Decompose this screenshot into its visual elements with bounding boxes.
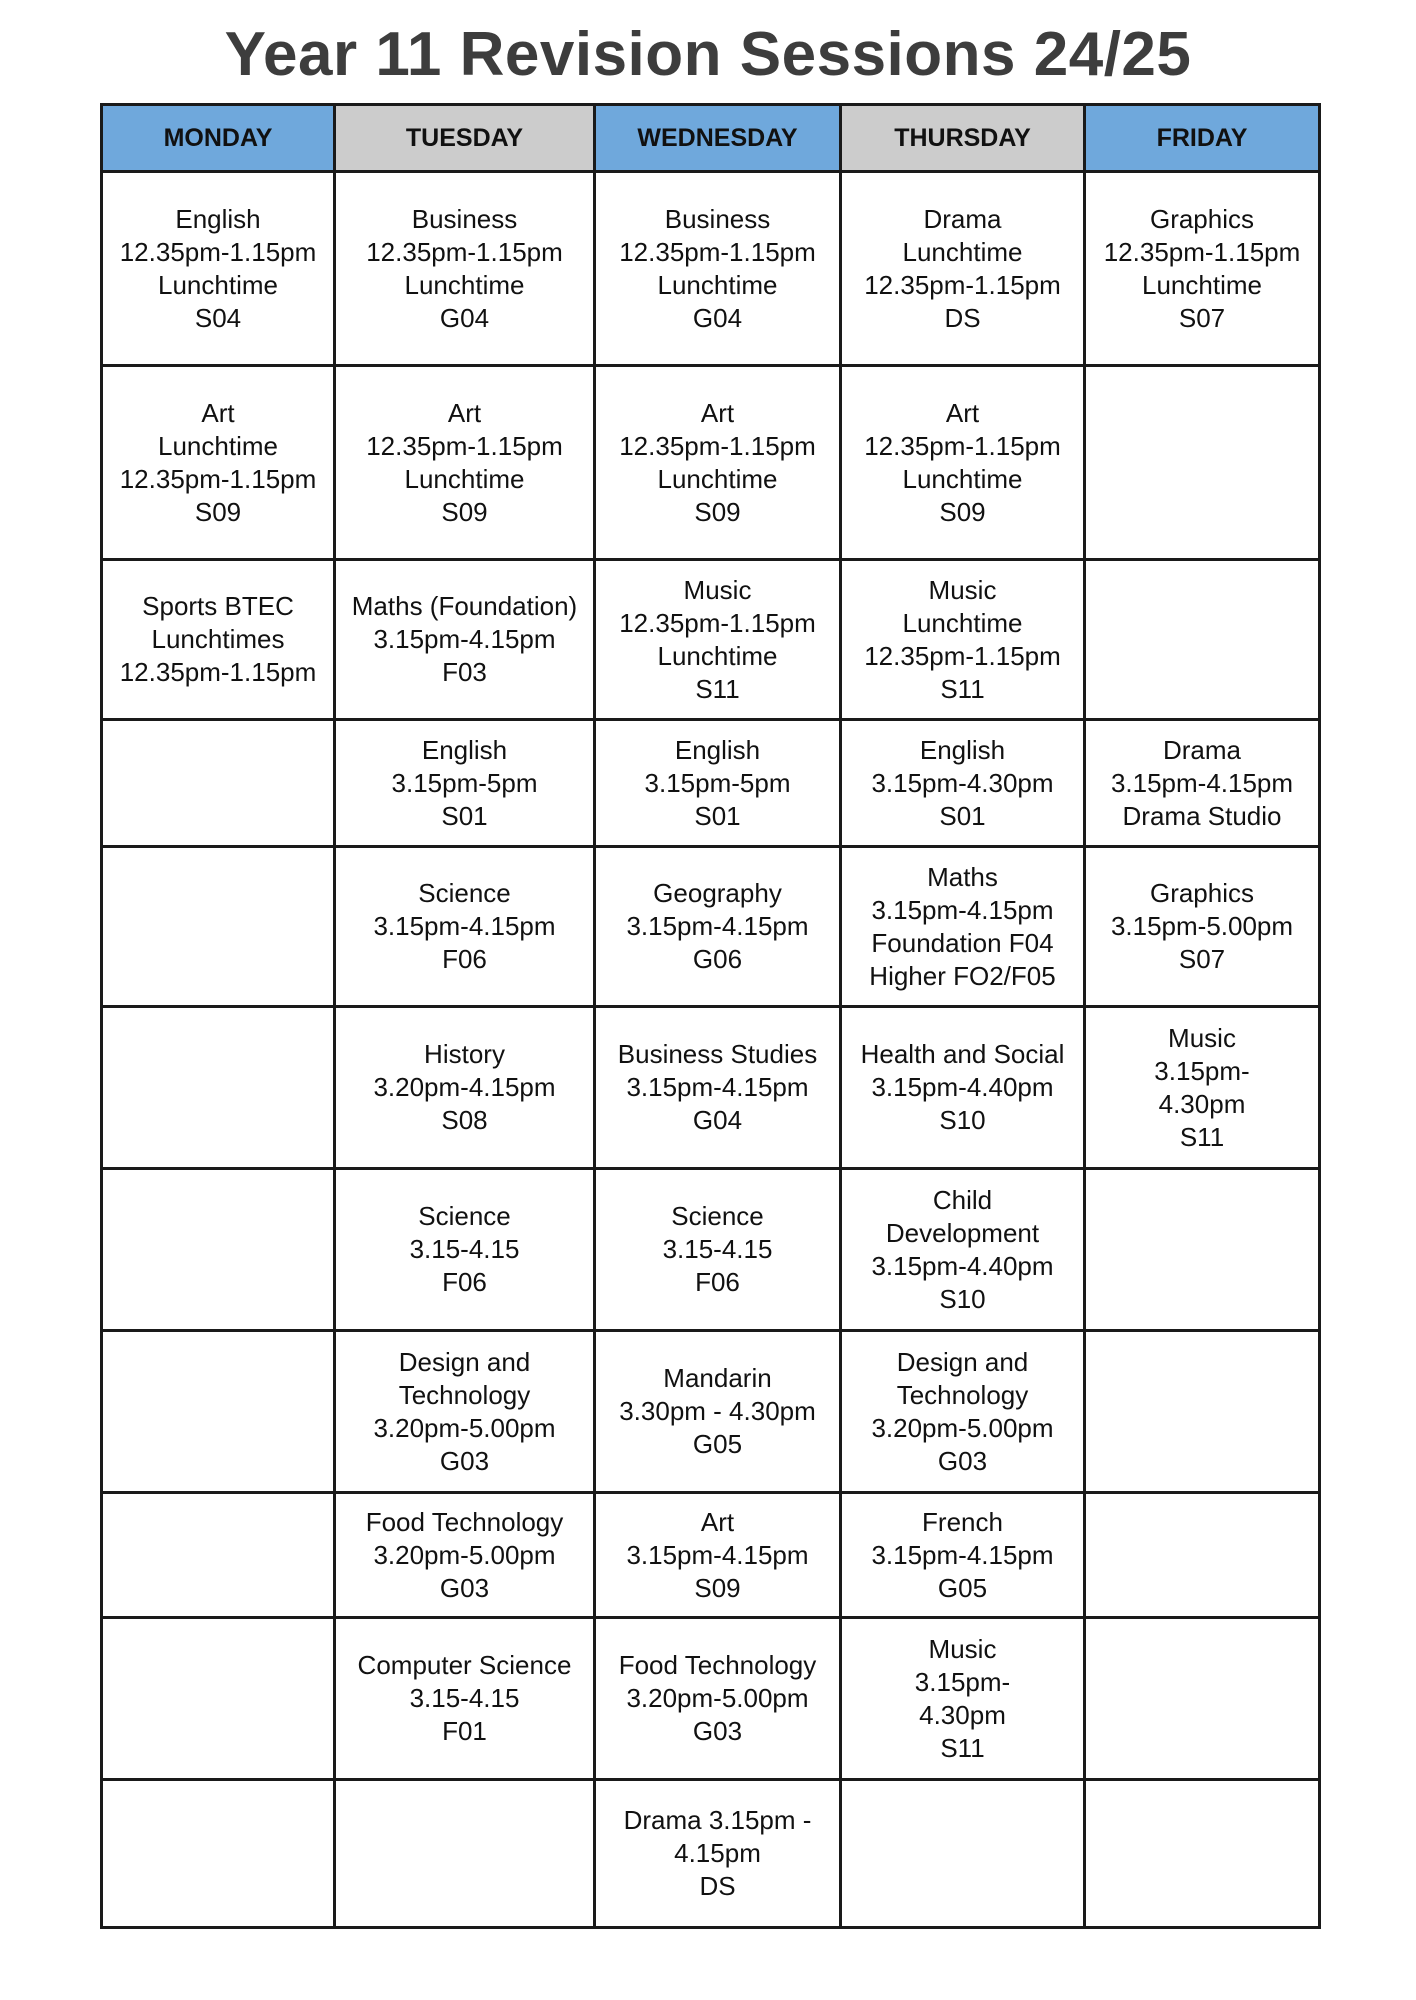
session-cell-friday — [1085, 1618, 1320, 1780]
session-text-line: Lunchtime — [657, 269, 778, 300]
session-text-line: Lunchtime — [902, 463, 1023, 494]
session-text-line: Drama — [923, 203, 1002, 234]
session-text-line: 3.15pm-5.00pm — [1110, 911, 1294, 941]
session-text-line: 3.15pm-4.15pm — [373, 624, 556, 654]
table-row — [102, 1007, 1320, 1169]
session-text-line: Maths — [927, 861, 998, 892]
session-text-line: Business Studies — [617, 1039, 818, 1069]
session-text-line: 3.15pm-4.15pm — [871, 1539, 1054, 1570]
session-cell-monday — [102, 1618, 335, 1780]
session-text-line: Food Technology — [618, 1650, 817, 1680]
session-cell-friday — [1085, 560, 1320, 720]
session-text-line: S08 — [441, 1105, 488, 1135]
session-cell-wednesday — [595, 720, 841, 847]
session-cell-friday — [1085, 172, 1320, 366]
session-text-line: Development — [885, 1217, 1040, 1248]
session-text-line: 3.15pm-4.15pm — [373, 911, 556, 941]
session-cell-friday — [1085, 720, 1320, 847]
session-text-line: Food Technology — [365, 1506, 564, 1537]
session-text-line: Art — [945, 397, 980, 428]
session-cell-monday — [102, 1169, 335, 1331]
session-text-line: Computer Science — [357, 1650, 572, 1680]
table-row — [102, 1780, 1320, 1928]
table-row — [102, 172, 1320, 366]
session-cell-friday — [1085, 1007, 1320, 1169]
session-text-line: S01 — [939, 800, 986, 831]
session-text-line: G04 — [439, 302, 490, 333]
session-text-line: 12.35pm-1.15pm — [619, 430, 816, 461]
session-cell-monday — [102, 1331, 335, 1493]
session-text-line: S11 — [940, 1732, 985, 1763]
session-text-line: 3.20pm-4.15pm — [373, 1072, 556, 1102]
session-text-line: Technology — [896, 1379, 1029, 1410]
session-text-line: Art — [700, 397, 735, 428]
session-text-line: S11 — [940, 673, 985, 704]
session-cell-tuesday — [335, 1780, 595, 1928]
session-text-line: 12.35pm-1.15pm — [119, 463, 317, 494]
session-text-line: Child — [932, 1184, 993, 1215]
timetable-body — [102, 172, 1320, 1928]
session-text-line: 3.15pm-4.15pm — [626, 1539, 809, 1570]
session-text-line: 4.15pm — [674, 1838, 761, 1868]
session-text-line: Science — [418, 878, 511, 908]
session-text-line: G05 — [937, 1572, 988, 1603]
session-text-line: S10 — [939, 1105, 986, 1135]
session-text-line: Lunchtime — [902, 236, 1023, 267]
session-cell-wednesday — [595, 1618, 841, 1780]
session-cell-tuesday — [335, 366, 595, 560]
session-cell-friday — [1085, 1780, 1320, 1928]
session-text-line: G06 — [692, 944, 743, 974]
session-text-line: 4.30pm — [1158, 1088, 1246, 1119]
session-cell-wednesday — [595, 1169, 841, 1331]
session-text-line: S09 — [694, 496, 741, 527]
session-text-line: Technology — [398, 1379, 531, 1410]
session-cell-tuesday — [335, 847, 595, 1007]
session-text-line: G03 — [439, 1572, 490, 1603]
table-row — [102, 720, 1320, 847]
session-text-line: Graphics — [1149, 878, 1255, 908]
session-text-line: Lunchtime — [902, 607, 1023, 638]
session-text-line: 3.15pm-4.15pm — [1110, 767, 1294, 798]
session-text-line: F03 — [442, 657, 487, 687]
session-text-line: 3.15pm-4.40pm — [871, 1250, 1054, 1281]
session-cell-wednesday — [595, 1331, 841, 1493]
table-row — [102, 1493, 1320, 1618]
session-text-line: Science — [671, 1201, 764, 1231]
session-text-line: S10 — [939, 1283, 986, 1314]
table-row — [102, 1331, 1320, 1493]
session-text-line: Lunchtime — [657, 463, 778, 494]
session-text-line: 4.30pm — [919, 1699, 1006, 1730]
session-text-line: Music — [1168, 1022, 1236, 1053]
session-cell-tuesday — [335, 1169, 595, 1331]
session-cell-thursday — [841, 720, 1085, 847]
day-header-wednesday: WEDNESDAY — [595, 105, 841, 172]
session-text-line: 12.35pm-1.15pm — [619, 607, 816, 638]
session-text-line: G03 — [692, 1716, 743, 1746]
session-cell-friday — [1085, 366, 1320, 560]
session-text-line: 3.15pm- — [914, 1666, 1011, 1697]
session-text-line: S11 — [695, 673, 740, 704]
session-cell-thursday — [841, 560, 1085, 720]
session-text-line: G04 — [692, 302, 743, 333]
session-text-line: S11 — [1179, 1121, 1225, 1152]
session-text-line: 12.35pm-1.15pm — [366, 236, 563, 267]
table-row — [102, 1169, 1320, 1331]
session-text-line: F01 — [442, 1716, 487, 1746]
session-text-line: 3.15pm- — [1154, 1055, 1250, 1086]
session-cell-thursday — [841, 1780, 1085, 1928]
session-text-line: Drama Studio — [1122, 800, 1282, 831]
session-cell-monday — [102, 366, 335, 560]
session-text-line: English — [175, 203, 261, 234]
session-text-line: 12.35pm-1.15pm — [864, 640, 1061, 671]
session-cell-friday — [1085, 1169, 1320, 1331]
session-text-line: Art — [201, 397, 235, 428]
session-cell-tuesday — [335, 1493, 595, 1618]
session-text-line: 3.15pm-5pm — [644, 767, 791, 798]
session-cell-thursday — [841, 1618, 1085, 1780]
session-text-line: Graphics — [1149, 203, 1255, 234]
session-text-line: 3.15pm-4.30pm — [871, 767, 1054, 798]
session-text-line: S07 — [1178, 302, 1226, 333]
session-text-line: Foundation F04 — [871, 927, 1054, 958]
session-text-line: 3.20pm-5.00pm — [373, 1539, 556, 1570]
session-text-line: Design and — [896, 1346, 1029, 1377]
session-text-line: Lunchtime — [657, 640, 778, 671]
session-text-line: Music — [683, 574, 752, 605]
session-text-line: S04 — [194, 302, 242, 333]
session-text-line: 12.35pm-1.15pm — [366, 430, 563, 461]
session-cell-thursday — [841, 1169, 1085, 1331]
session-text-line: 3.15pm-4.15pm — [626, 1072, 809, 1102]
session-text-line: 3.15pm-4.40pm — [871, 1072, 1054, 1102]
revision-timetable — [100, 103, 1321, 1929]
session-cell-thursday — [841, 366, 1085, 560]
session-text-line: English — [674, 734, 761, 765]
session-text-line: S07 — [1178, 944, 1226, 974]
session-text-line: History — [424, 1039, 505, 1069]
page-title: Year 11 Revision Sessions 24/25 — [224, 20, 1192, 89]
session-text-line: 12.35pm-1.15pm — [1103, 236, 1301, 267]
session-text-line: Lunchtime — [404, 463, 525, 494]
session-text-line: 3.15-4.15 — [409, 1234, 520, 1264]
session-cell-tuesday — [335, 1618, 595, 1780]
session-text-line: Sports BTEC — [142, 591, 294, 621]
session-text-line: DS — [944, 302, 981, 333]
session-text-line: 3.20pm-5.00pm — [871, 1412, 1054, 1443]
session-text-line: 3.20pm-5.00pm — [626, 1683, 809, 1713]
session-text-line: DS — [699, 1871, 736, 1901]
session-cell-thursday — [841, 847, 1085, 1007]
session-text-line: G03 — [439, 1445, 490, 1476]
session-text-line: S01 — [441, 800, 488, 831]
session-text-line: Lunchtimes — [151, 624, 285, 654]
session-text-line: 12.35pm-1.15pm — [119, 657, 317, 687]
session-text-line: Lunchtime — [404, 269, 525, 300]
session-text-line: 3.30pm - 4.30pm — [619, 1396, 816, 1426]
session-text-line: G05 — [692, 1429, 743, 1459]
session-text-line: Lunchtime — [158, 269, 278, 300]
session-text-line: French — [922, 1506, 1003, 1537]
session-text-line: Drama — [1162, 734, 1241, 765]
session-cell-friday — [1085, 1493, 1320, 1618]
table-row — [102, 847, 1320, 1007]
session-text-line: 3.15pm-4.15pm — [626, 911, 809, 941]
session-cell-monday — [102, 172, 335, 366]
session-text-line: S09 — [194, 496, 242, 527]
session-text-line: Mandarin — [663, 1363, 772, 1393]
day-header-row — [102, 105, 1320, 172]
session-text-line: F06 — [442, 944, 487, 974]
day-header-thursday: THURSDAY — [841, 105, 1085, 172]
session-text-line: Business — [411, 203, 518, 234]
session-cell-wednesday — [595, 847, 841, 1007]
session-cell-friday — [1085, 847, 1320, 1007]
session-cell-tuesday — [335, 720, 595, 847]
session-cell-monday — [102, 847, 335, 1007]
session-text-line: 3.15pm-5pm — [391, 767, 538, 798]
session-cell-thursday — [841, 172, 1085, 366]
table-row — [102, 366, 1320, 560]
session-text-line: 3.20pm-5.00pm — [373, 1412, 556, 1443]
session-text-line: F06 — [442, 1267, 487, 1297]
session-cell-thursday — [841, 1007, 1085, 1169]
session-text-line: G03 — [937, 1445, 988, 1476]
session-text-line: Music — [928, 1633, 997, 1664]
session-text-line: Health and Social — [860, 1039, 1065, 1069]
session-cell-monday — [102, 1007, 335, 1169]
session-cell-wednesday — [595, 172, 841, 366]
session-cell-monday — [102, 1780, 335, 1928]
session-text-line: S09 — [441, 496, 488, 527]
session-text-line: Lunchtime — [158, 430, 278, 461]
session-text-line: English — [919, 734, 1006, 765]
session-cell-wednesday — [595, 1780, 841, 1928]
session-text-line: 12.35pm-1.15pm — [864, 269, 1061, 300]
session-text-line: F06 — [695, 1267, 740, 1297]
day-header-monday: MONDAY — [102, 105, 335, 172]
session-text-line: Drama 3.15pm - — [623, 1805, 812, 1835]
session-text-line: Geography — [653, 878, 782, 908]
session-text-line: 12.35pm-1.15pm — [119, 236, 317, 267]
session-text-line: English — [421, 734, 508, 765]
session-text-line: Lunchtime — [1142, 269, 1262, 300]
session-text-line: Science — [418, 1201, 511, 1231]
session-text-line: 12.35pm-1.15pm — [619, 236, 816, 267]
session-text-line: Art — [447, 397, 482, 428]
session-cell-thursday — [841, 1493, 1085, 1618]
session-text-line: Maths (Foundation) — [351, 591, 578, 621]
session-text-line: 3.15-4.15 — [662, 1234, 773, 1264]
session-cell-tuesday — [335, 1331, 595, 1493]
session-cell-wednesday — [595, 366, 841, 560]
session-text-line: Business — [664, 203, 771, 234]
session-cell-friday — [1085, 1331, 1320, 1493]
session-text-line: 3.15-4.15 — [409, 1683, 520, 1713]
session-text-line: Music — [928, 574, 997, 605]
session-text-line: Art — [700, 1506, 735, 1537]
session-cell-tuesday — [335, 1007, 595, 1169]
session-text-line: S09 — [694, 1572, 741, 1603]
session-text-line: Higher FO2/F05 — [869, 960, 1056, 991]
table-row — [102, 1618, 1320, 1780]
session-text-line: S01 — [694, 800, 741, 831]
day-header-tuesday: TUESDAY — [335, 105, 595, 172]
session-cell-wednesday — [595, 560, 841, 720]
session-cell-monday — [102, 560, 335, 720]
session-text-line: Design and — [398, 1346, 531, 1377]
session-cell-wednesday — [595, 1493, 841, 1618]
session-cell-monday — [102, 720, 335, 847]
session-text-line: 12.35pm-1.15pm — [864, 430, 1061, 461]
session-cell-monday — [102, 1493, 335, 1618]
day-header-friday: FRIDAY — [1085, 105, 1320, 172]
session-cell-thursday — [841, 1331, 1085, 1493]
session-text-line: G04 — [692, 1105, 743, 1135]
session-text-line: 3.15pm-4.15pm — [871, 894, 1054, 925]
session-cell-tuesday — [335, 172, 595, 366]
table-row — [102, 560, 1320, 720]
session-cell-wednesday — [595, 1007, 841, 1169]
session-text-line: S09 — [939, 496, 986, 527]
session-cell-tuesday — [335, 560, 595, 720]
